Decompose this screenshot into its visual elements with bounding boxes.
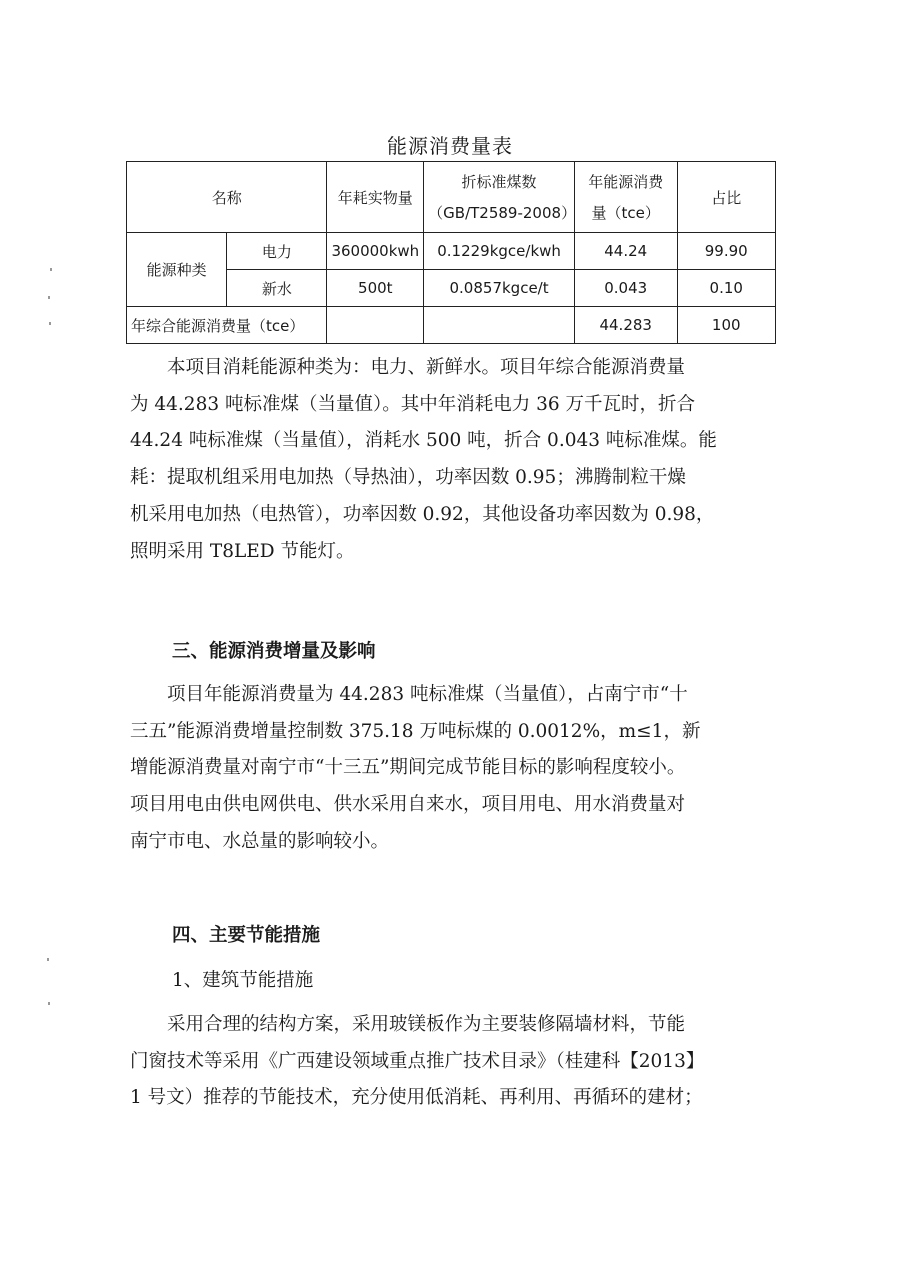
total-label: 年综合能源消费量（tce） [127, 307, 327, 344]
header-coefficient [424, 162, 575, 233]
energy-consumption-table [126, 161, 776, 344]
scan-speck [47, 958, 49, 961]
cell-physical: 360000kwh [327, 233, 424, 270]
table-title: 能源消费量表 [387, 134, 513, 158]
table-total-row [127, 307, 776, 344]
header-physical: 年耗实物量 [327, 162, 424, 233]
paragraph-line: 三五”能源消费增量控制数 375.18 万吨标煤的 0.0012%，m≤1，新 [130, 720, 701, 742]
header-coefficient-line2: （GB/T2589-2008） [428, 204, 577, 222]
table-header-row [127, 162, 776, 233]
cell-name: 电力 [227, 233, 327, 270]
section-heading-4: 四、主要节能措施 [172, 925, 321, 946]
header-coefficient-line1: 折标准煤数 [461, 173, 537, 191]
total-energy: 44.283 [574, 307, 677, 344]
paragraph-line: 为 44.283 吨标准煤（当量值）。其中年消耗电力 36 万千瓦时，折合 [130, 393, 696, 415]
scan-speck [49, 322, 51, 325]
total-share: 100 [677, 307, 776, 344]
section-heading-3: 三、能源消费增量及影响 [172, 641, 376, 662]
paragraph-line: 门窗技术等采用《广西建设领域重点推广技术目录》（桂建科【2013】 [130, 1050, 705, 1072]
scan-speck [50, 268, 52, 271]
paragraph-line: 项目用电由供电网供电、供水采用自来水，项目用电、用水消费量对 [130, 794, 686, 816]
paragraph-building-measures [130, 1007, 770, 1117]
paragraph-line: 南宁市电、水总量的影响较小。 [130, 830, 390, 852]
header-share: 占比 [677, 162, 776, 233]
header-energy [574, 162, 677, 233]
header-energy-line2: 量（tce） [591, 204, 660, 222]
cell-share: 99.90 [677, 233, 776, 270]
paragraph-line: 采用合理的结构方案，采用玻镁板作为主要装修隔墙材料，节能 [130, 1014, 686, 1035]
cell-energy: 0.043 [574, 270, 677, 307]
table-row [127, 233, 776, 270]
cell-share: 0.10 [677, 270, 776, 307]
paragraph-line: 44.24 吨标准煤（当量值），消耗水 500 吨，折合 0.043 吨标准煤。能 [130, 430, 717, 452]
paragraph-line: 耗：提取机组采用电加热（导热油），功率因数 0.95；沸腾制粒干燥 [130, 467, 686, 489]
total-physical [327, 307, 424, 344]
paragraph-line: 增能源消费量对南宁市“十三五”期间完成节能目标的影响程度较小。 [130, 757, 686, 779]
header-name: 名称 [127, 162, 327, 233]
cell-coefficient: 0.1229kgce/kwh [424, 233, 575, 270]
paragraph-line: 1 号文）推荐的节能技术，充分使用低消耗、再利用、再循环的建材； [130, 1087, 703, 1109]
scan-speck [48, 1002, 50, 1005]
paragraph-line: 本项目消耗能源种类为：电力、新鲜水。项目年综合能源消费量 [130, 357, 686, 378]
header-energy-line1: 年能源消费 [588, 173, 664, 191]
cell-physical: 500t [327, 270, 424, 307]
paragraph-impact [130, 677, 770, 861]
group-label: 能源种类 [127, 233, 227, 307]
cell-energy: 44.24 [574, 233, 677, 270]
paragraph-energy-types [130, 350, 770, 570]
cell-name: 新水 [227, 270, 327, 307]
paragraph-line: 照明采用 T8LED 节能灯。 [130, 540, 355, 562]
subsection-heading-1: 1、建筑节能措施 [172, 970, 314, 991]
scan-speck [48, 296, 50, 299]
total-coefficient [424, 307, 575, 344]
paragraph-line: 机采用电加热（电热管），功率因数 0.92，其他设备功率因数为 0.98， [130, 503, 715, 525]
cell-coefficient: 0.0857kgce/t [424, 270, 575, 307]
paragraph-line: 项目年能源消费量为 44.283 吨标准煤（当量值），占南宁市“十 [130, 684, 688, 705]
